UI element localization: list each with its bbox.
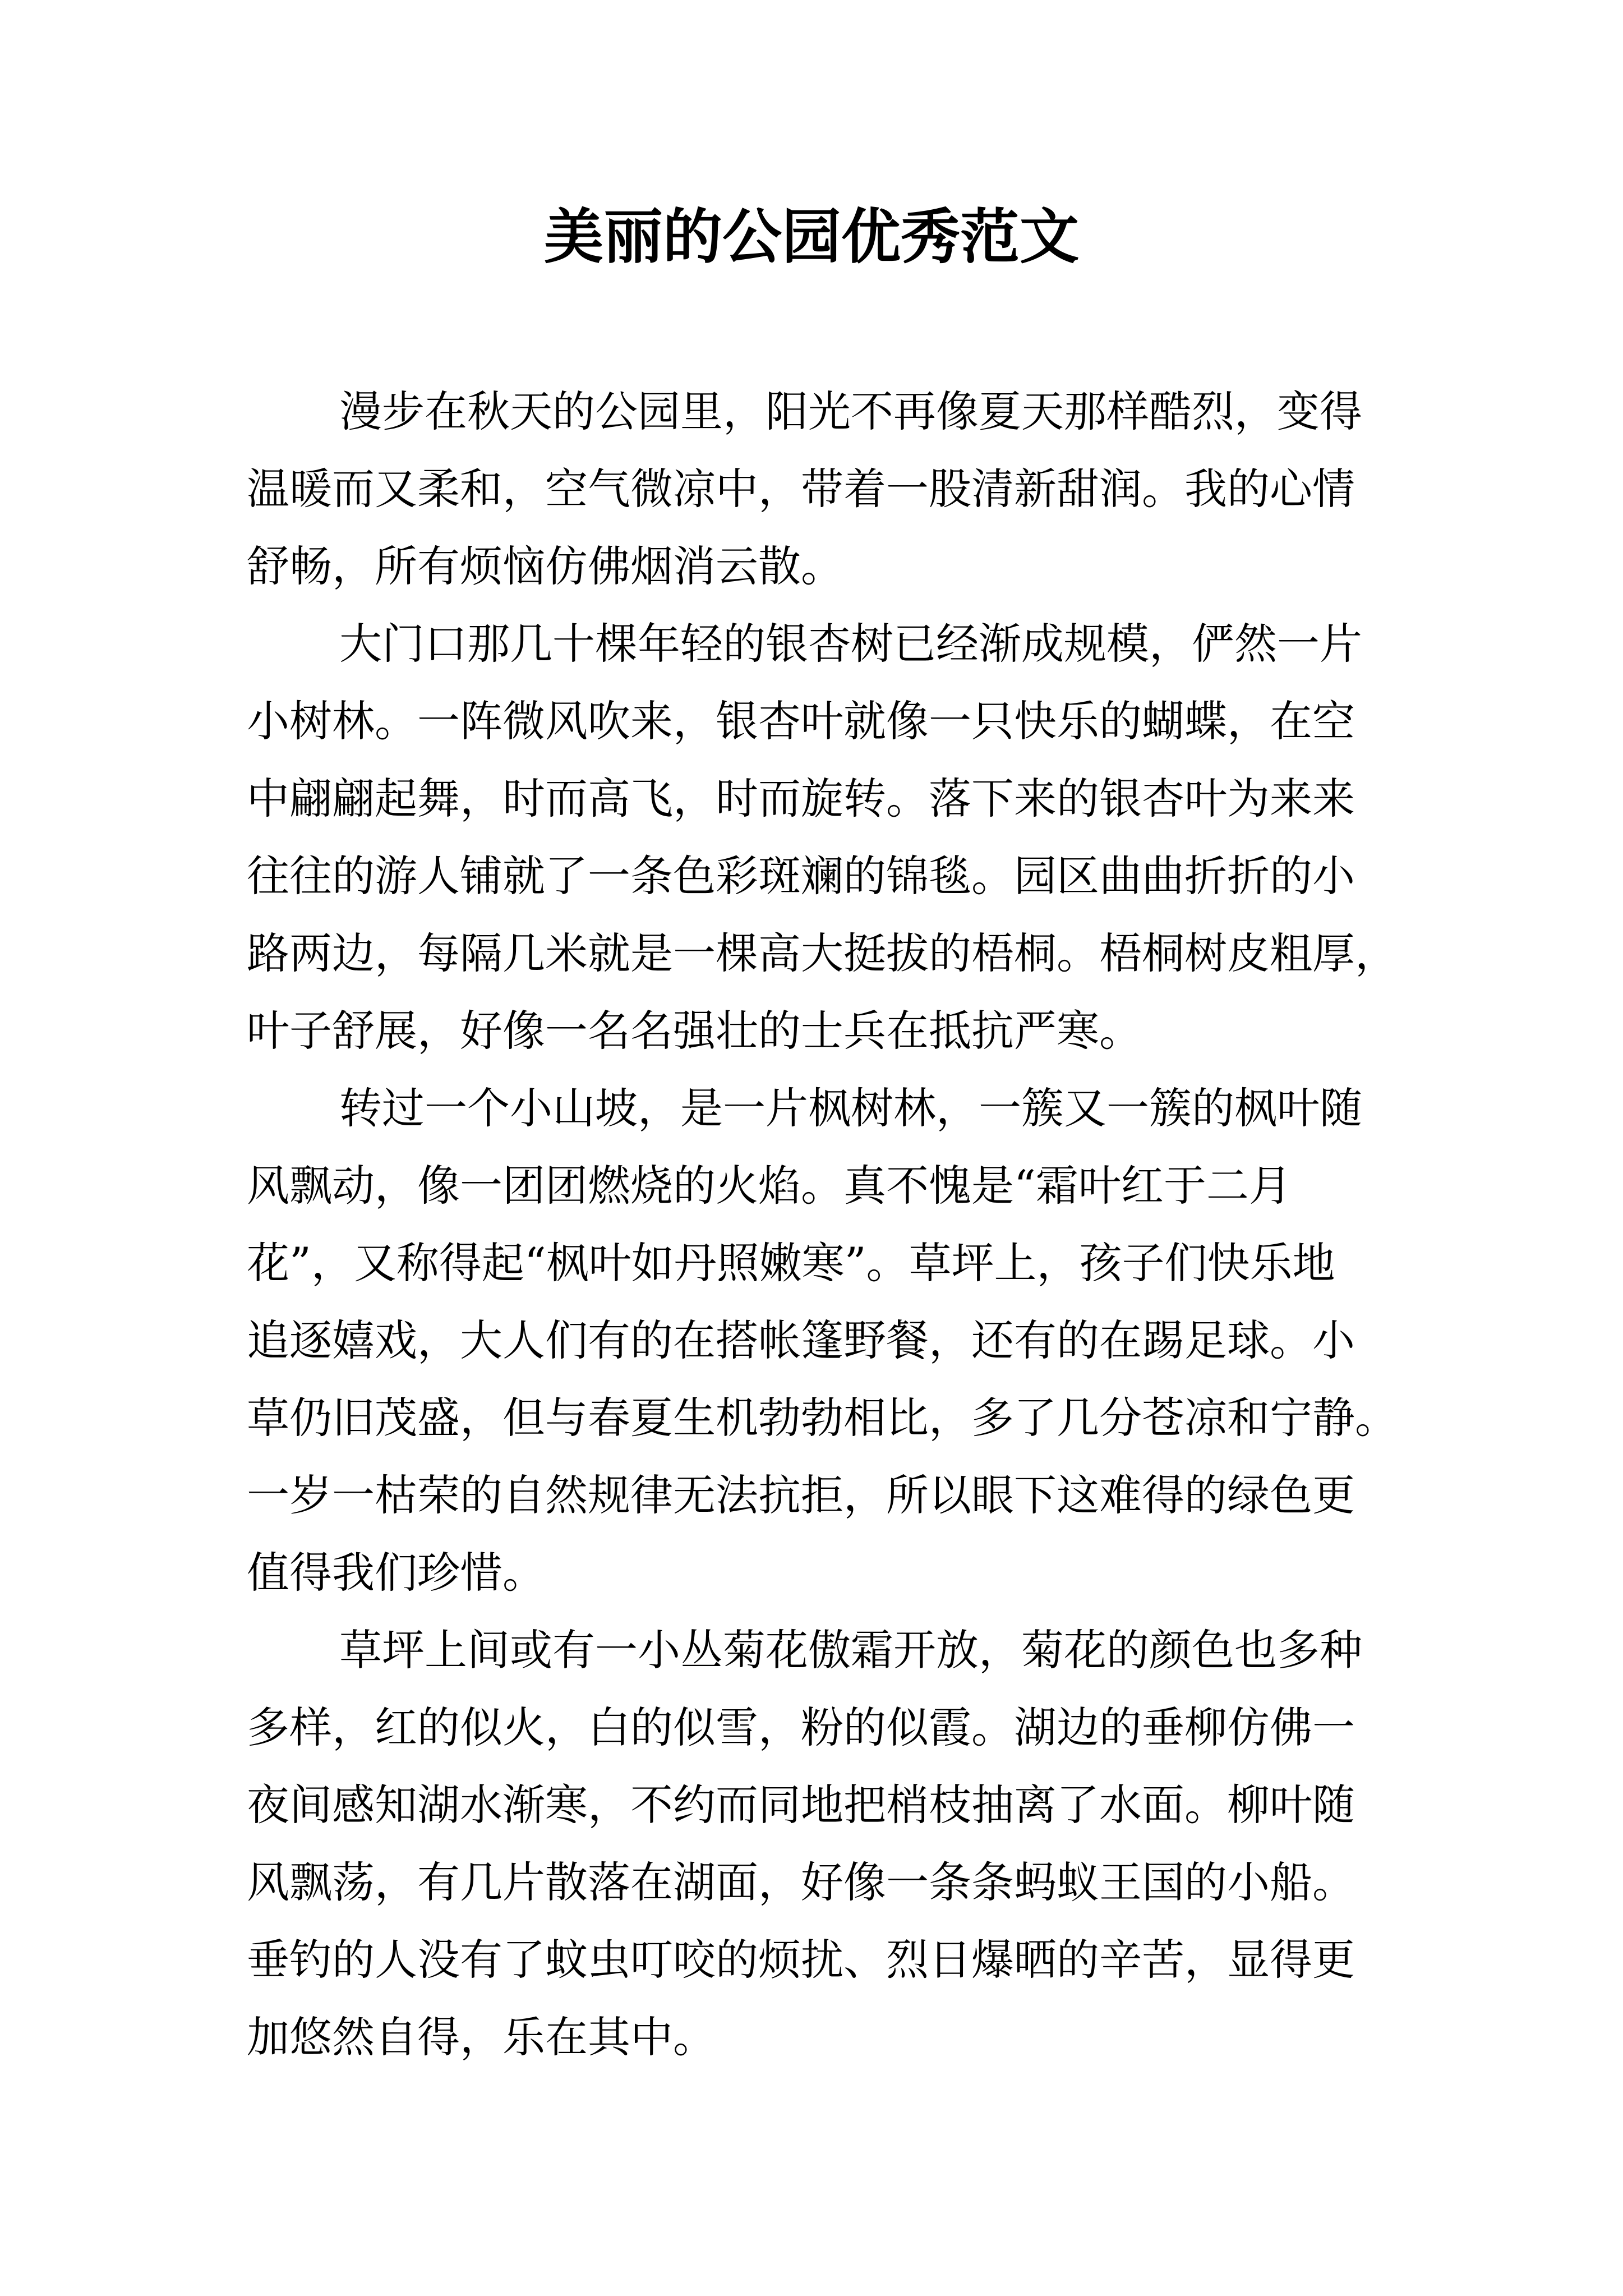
text-line: 中翩翩起舞，时而高飞，时而旋转。落下来的银杏叶为来来: [247, 774, 1355, 823]
text-line: 路两边，每隔几米就是一棵高大挺拔的梧桐。梧桐树皮粗厚，: [247, 928, 1398, 978]
document-title: 美丽的公园优秀范文: [544, 201, 1079, 272]
text-line: 叶子舒展，好像一名名强壮的士兵在抵抗严寒。: [247, 1006, 1142, 1056]
text-line: 多样，红的似火，白的似雪，粉的似霞。湖边的垂柳仿佛一: [247, 1703, 1355, 1752]
text-line: 花”，又称得起“枫叶如丹照嫩寒”。草坪上，孩子们快乐地: [247, 1238, 1335, 1288]
text-line: 值得我们珍惜。: [247, 1548, 545, 1598]
text-line: 加悠然自得，乐在其中。: [247, 2012, 716, 2062]
text-line: 舒畅，所有烦恼仿佛烟消云散。: [247, 541, 843, 591]
text-line: 小树林。一阵微风吹来，银杏叶就像一只快乐的蝴蝶，在空: [247, 696, 1355, 746]
text-line: 夜间感知湖水渐寒，不约而同地把梢枝抽离了水面。柳叶随: [247, 1780, 1355, 1830]
text-line: 一岁一枯荣的自然规律无法抗拒，所以眼下这难得的绿色更: [247, 1470, 1355, 1520]
text-line: 风飘荡，有几片散落在湖面，好像一条条蚂蚁王国的小船。: [247, 1857, 1355, 1907]
text-line: 草坪上间或有一小丛菊花傲霜开放，菊花的颜色也多种: [339, 1625, 1362, 1675]
text-line: 风飘动，像一团团燃烧的火焰。真不愧是“霜叶红于二月: [247, 1161, 1292, 1211]
text-line: 转过一个小山坡，是一片枫树林，一簇又一簇的枫叶随: [339, 1083, 1362, 1133]
text-line: 大门口那几十棵年轻的银杏树已经渐成规模，俨然一片: [339, 619, 1362, 669]
text-line: 垂钓的人没有了蚊虫叮咬的烦扰、烈日爆晒的辛苦，显得更: [247, 1935, 1355, 1985]
text-line: 追逐嬉戏，大人们有的在搭帐篷野餐，还有的在踢足球。小: [247, 1315, 1355, 1365]
text-line: 漫步在秋天的公园里，阳光不再像夏天那样酷烈，变得: [339, 386, 1362, 436]
text-line: 温暖而又柔和，空气微凉中，带着一股清新甜润。我的心情: [247, 464, 1355, 514]
document-body: [247, 373, 1398, 2076]
text-line: 草仍旧茂盛，但与春夏生机勃勃相比，多了几分苍凉和宁静。: [247, 1393, 1398, 1443]
text-line: 往往的游人铺就了一条色彩斑斓的锦毯。园区曲曲折折的小: [247, 851, 1355, 901]
